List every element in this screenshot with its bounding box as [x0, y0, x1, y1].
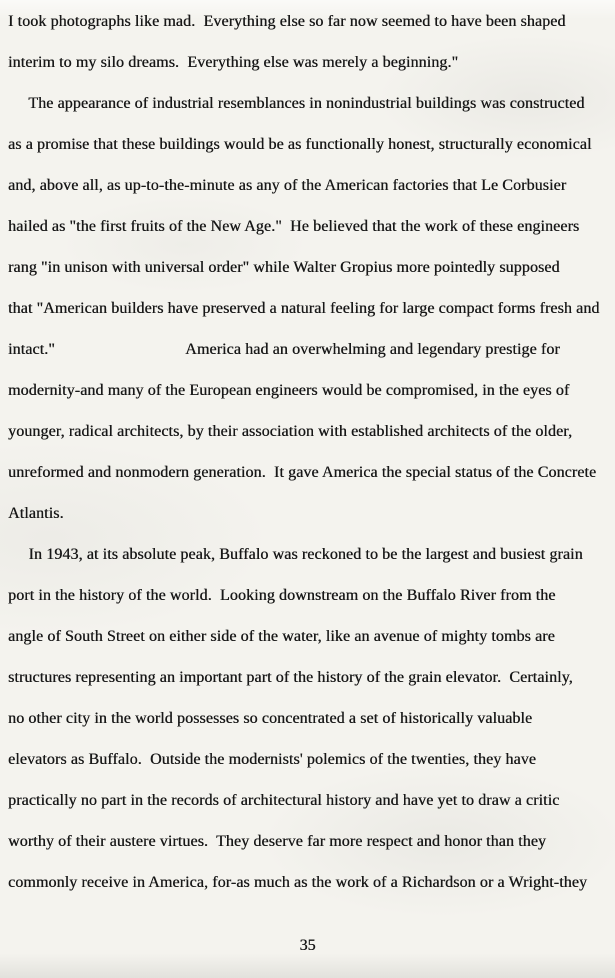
text-line: worthy of their austere virtues. They deserve far more respect and honor than they: [8, 833, 547, 850]
text-line: that "American builders have preserved a natural feeling for large compact forms fresh and: [8, 300, 600, 317]
text-line: and, above all, as up-to-the-minute as any of the American factories that Le Corbusier: [8, 177, 567, 194]
text-line: unreformed and nonmodern generation. It gave America the special status of the Concrete: [8, 464, 597, 481]
text-line: as a promise that these buildings would be as functionally honest, structurally economical: [8, 136, 592, 153]
text-line: port in the history of the world. Looking downstream on the Buffalo River from the: [8, 587, 556, 604]
text-line: elevators as Buffalo. Outside the modernists' polemics of the twenties, they have: [8, 751, 536, 768]
text-line: In 1943, at its absolute peak, Buffalo was reckoned to be the largest and busiest grain: [8, 546, 583, 563]
text-line: modernity-and many of the European engineers would be compromised, in the eyes of: [8, 382, 570, 399]
text-line: commonly receive in America, for-as much as the work of a Richardson or a Wright-they: [8, 874, 588, 891]
body-text: [8, 1, 611, 903]
text-line: rang "in unison with universal order" while Walter Gropius more pointedly supposed: [8, 259, 560, 276]
text-line: no other city in the world possesses so concentrated a set of historically valuable: [8, 710, 533, 727]
page-number: 35: [299, 937, 316, 954]
text-line: angle of South Street on either side of the water, like an avenue of mighty tombs are: [8, 628, 555, 645]
text-line: Atlantis.: [8, 505, 64, 522]
text-line: hailed as "the first fruits of the New Age." He believed that the work of these engineers: [8, 218, 580, 235]
text-line: practically no part in the records of architectural history and have yet to draw a critic: [8, 792, 560, 809]
text-line: The appearance of industrial resemblances in nonindustrial buildings was constructed: [8, 95, 585, 112]
text-line: intact." America had an overwhelming and legendary prestige for: [8, 341, 560, 358]
text-line: structures representing an important part of the history of the grain elevator. Certainly,: [8, 669, 573, 686]
text-line: younger, radical architects, by their association with established architects of the older,: [8, 423, 573, 440]
text-line: I took photographs like mad. Everything else so far now seemed to have been shaped: [8, 13, 566, 30]
text-line: interim to my silo dreams. Everything else was merely a beginning.": [8, 54, 459, 71]
